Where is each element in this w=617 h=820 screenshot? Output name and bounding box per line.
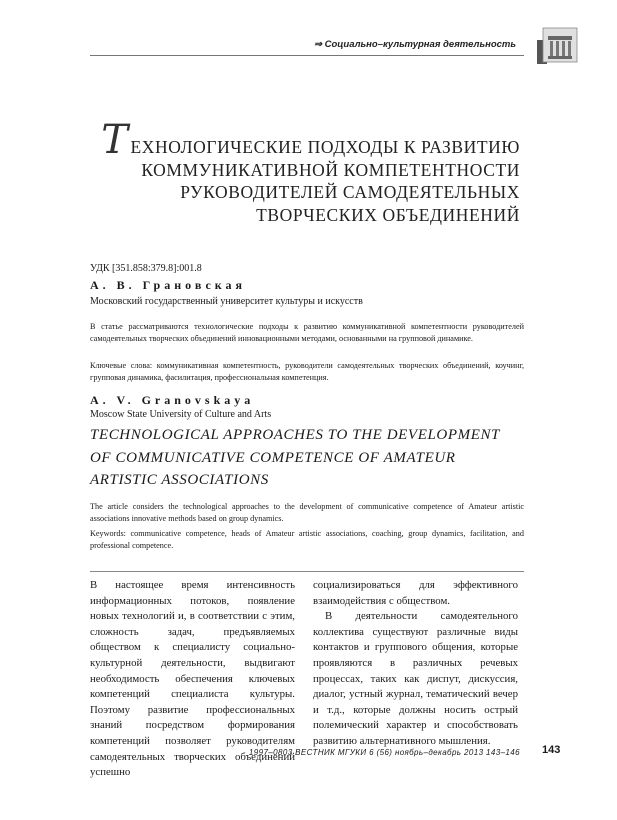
affiliation-ru: Московский государственный университет культуры и искусств bbox=[90, 296, 363, 307]
title-line: ТЕХНОЛОГИЧЕСКИЕ ПОДХОДЫ К РАЗВИТИЮ bbox=[101, 117, 520, 163]
journal-logo-icon bbox=[537, 26, 581, 64]
article-title-ru bbox=[70, 117, 520, 226]
author-en: A. V. Granovskaya bbox=[90, 393, 255, 407]
keywords-en: Keywords: communicative competence, heads of Amateur artistic associations, coaching, group dynamics, facilitation, and professional competence. bbox=[90, 529, 524, 550]
header-rule bbox=[90, 55, 524, 56]
body-paragraph: социализироваться для эффективного взаимодействия с обществом. bbox=[313, 579, 518, 607]
body-paragraph: В деятельности самодеятельного коллектива существуют различные виды контактов и группового общения, которые проявляются в различных речевых процессах, таких как диспут, дискуссия, диалог, устный журнал, тематический вечер и т.д., которые должны носить острый полемический характер и способствовать развитию альтернативного мышления. bbox=[313, 610, 518, 747]
title-line: КОММУНИКАТИВНОЙ КОМПЕТЕНТНОСТИ bbox=[141, 159, 520, 180]
article-title-en: TECHNOLOGICAL APPROACHES TO THE DEVELOPMENT OF COMMUNICATIVE COMPETENCE OF AMATEUR ARTISTIC ASSOCIATIONS bbox=[90, 427, 500, 488]
abstract-ru: В статье рассматриваются технологические подходы к развитию коммуникативной компетентности руководителей самодеятельных творческих объединений инновационными методами, основанными на групповой динамике. bbox=[90, 322, 524, 343]
title-line: ТВОРЧЕСКИХ ОБЪЕДИНЕНИЙ bbox=[256, 204, 520, 225]
body-paragraph: В настоящее время интенсивность информационных потоков, появление новых технологий и, в соответствии с этим, сложность задач, предъявляемых обществом к специалисту социально-культурной деятельности, выдвигают необходимость обеспечения ключевых компетенций специалиста культуры. Поэтому развитие профессиональных знаний посредством формирования компетенций позволяет руководителям самодеятельных творческих объединений успешно bbox=[90, 579, 295, 779]
title-initial: Т bbox=[101, 117, 129, 163]
keywords-ru: Ключевые слова: коммуникативная компетентность, руководители самодеятельных творческих объединений, коучинг, групповая динамика, фасилитация, профессиональная компетенция. bbox=[90, 361, 524, 382]
affiliation-en: Moscow State University of Culture and Arts bbox=[90, 409, 272, 420]
abstract-en: The article considers the technological approaches to the development of communicative competence of Amateur artistic associations innovative methods based on group dynamics. bbox=[90, 502, 524, 523]
body-rule bbox=[90, 571, 524, 572]
udk-code: УДК [351.858:379.8]:001.8 bbox=[90, 263, 202, 274]
author-ru: А. В. Грановская bbox=[90, 278, 247, 292]
page-number: 143 bbox=[542, 744, 561, 756]
title-line: РУКОВОДИТЕЛЕЙ САМОДЕЯТЕЛЬНЫХ bbox=[180, 182, 520, 202]
body-column-right bbox=[313, 578, 518, 750]
journal-footer: 1997–0803 ВЕСТНИК МГУКИ 6 (56) ноябрь–декабрь 2013 143–146 bbox=[248, 748, 520, 757]
running-head: ⇒ Социально–культурная деятельность bbox=[314, 39, 516, 50]
